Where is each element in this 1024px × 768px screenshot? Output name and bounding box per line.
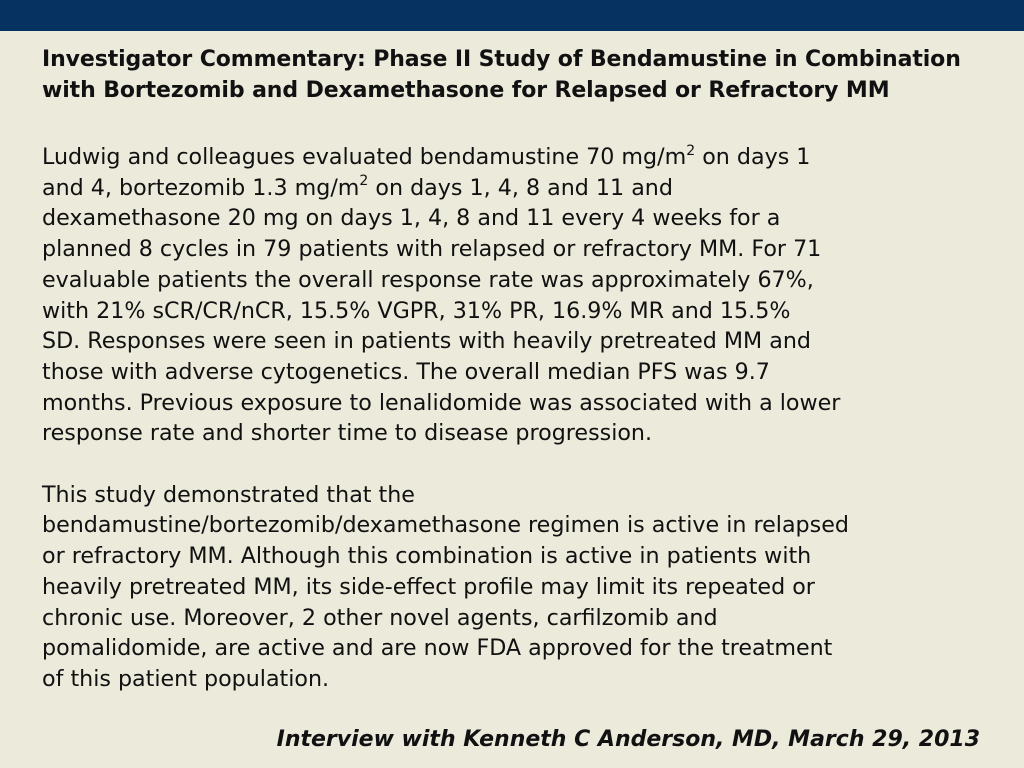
- slide-body: [42, 142, 1002, 695]
- superscript: 2: [686, 142, 696, 159]
- text-line: months. Previous exposure to lenalidomide was associated with a lower: [42, 389, 841, 416]
- text-line: evaluable patients the overall response rate was approximately 67%,: [42, 266, 814, 293]
- header-bar: [0, 0, 1024, 31]
- text-segment: on days 1, 4, 8 and 11 and: [368, 174, 673, 201]
- text-line: those with adverse cytogenetics. The overall median PFS was 9.7: [42, 358, 770, 385]
- text-line: bendamustine/bortezomib/dexamethasone regimen is active in relapsed: [42, 512, 849, 539]
- text-segment: on days 1: [695, 144, 811, 170]
- text-line: [42, 142, 1002, 173]
- slide-title: Investigator Commentary: Phase II Study of Bendamustine in Combination with Bortezomib and Dexamethasone for Relapsed or Refractory MM: [42, 47, 961, 103]
- text-line: of this patient population.: [42, 665, 330, 692]
- superscript: 2: [359, 173, 369, 190]
- text-segment: and 4, bortezomib 1.3 mg/m: [42, 174, 360, 201]
- text-line: chronic use. Moreover, 2 other novel agents, carfilzomib and: [42, 604, 718, 631]
- text-line: response rate and shorter time to disease progression.: [42, 420, 653, 447]
- paragraph-commentary: [42, 480, 1002, 695]
- text-line: SD. Responses were seen in patients with heavily pretreated MM and: [42, 328, 811, 355]
- text-line: heavily pretreated MM, its side-effect profile may limit its repeated or: [42, 573, 815, 600]
- text-segment: Ludwig and colleagues evaluated bendamustine 70 mg/m: [42, 144, 687, 170]
- text-line: planned 8 cycles in 79 patients with relapsed or refractory MM. For 71: [42, 236, 822, 263]
- interview-citation: Interview with Kenneth C Anderson, MD, March 29, 2013: [276, 727, 980, 752]
- text-line: This study demonstrated that the: [42, 481, 415, 508]
- paragraph-study-summary: [42, 142, 1002, 449]
- text-line: with 21% sCR/CR/nCR, 15.5% VGPR, 31% PR, 16.9% MR and 15.5%: [42, 297, 791, 324]
- text-line: [42, 173, 1002, 204]
- text-line: or refractory MM. Although this combination is active in patients with: [42, 543, 812, 570]
- text-line: pomalidomide, are active and are now FDA approved for the treatment: [42, 635, 833, 662]
- text-line: dexamethasone 20 mg on days 1, 4, 8 and 11 every 4 weeks for a: [42, 205, 781, 232]
